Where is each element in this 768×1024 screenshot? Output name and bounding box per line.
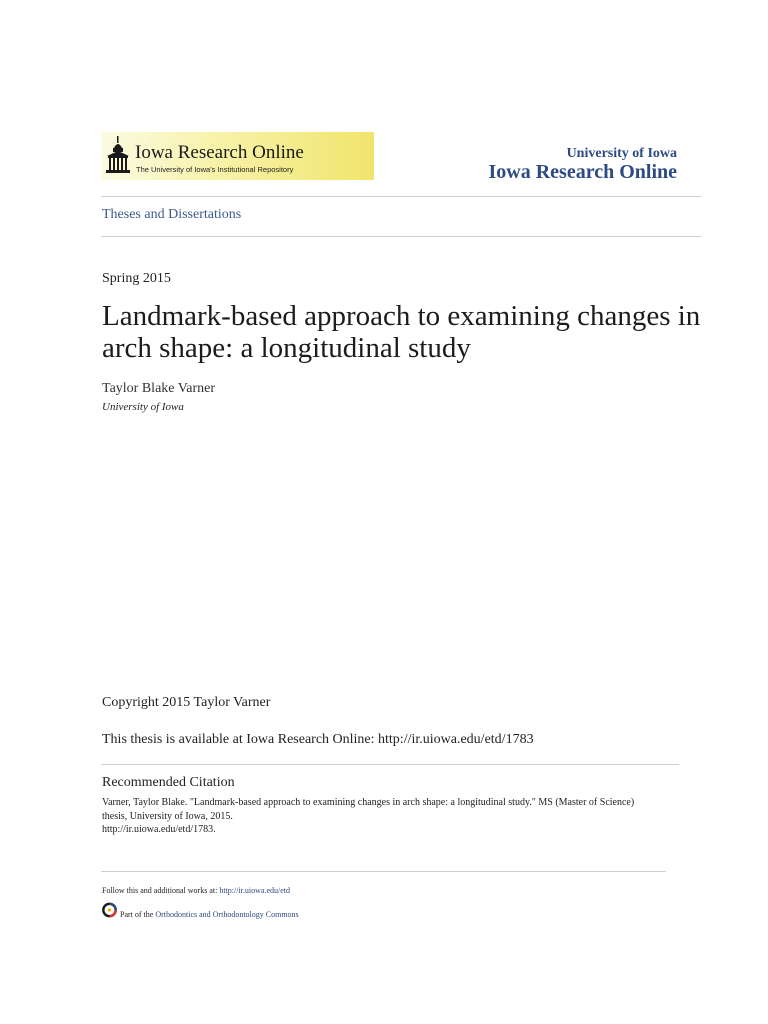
citation-line: http://ir.uiowa.edu/etd/1783. xyxy=(102,824,216,835)
citation-text xyxy=(102,796,672,837)
logo-title: Iowa Research Online xyxy=(135,142,304,163)
publication-date: Spring 2015 xyxy=(102,271,171,286)
part-of-text: Part of the xyxy=(120,910,156,919)
follow-text: Follow this and additional works at: xyxy=(102,886,220,895)
author-affiliation: University of Iowa xyxy=(102,401,184,413)
availability-statement: This thesis is available at Iowa Research Online: http://ir.uiowa.edu/etd/1783 xyxy=(102,732,534,747)
citation-line: thesis, University of Iowa, 2015. xyxy=(102,810,233,822)
header-divider xyxy=(101,196,701,197)
document-title: Landmark-based approach to examining changes in arch shape: a longitudinal study xyxy=(102,300,701,364)
network-commons-icon xyxy=(101,901,118,918)
copyright-notice: Copyright 2015 Taylor Varner xyxy=(102,695,271,710)
author-name: Taylor Blake Varner xyxy=(102,381,216,396)
iowa-research-online-logo[interactable] xyxy=(101,132,374,180)
follow-link[interactable]: http://ir.uiowa.edu/etd xyxy=(219,886,290,895)
citation-divider xyxy=(101,764,679,765)
footer-divider xyxy=(101,871,666,872)
repository-link[interactable]: Iowa Research Online xyxy=(488,161,677,183)
follow-line xyxy=(102,886,290,895)
series-link[interactable]: Theses and Dissertations xyxy=(102,207,242,222)
institution-link[interactable]: University of Iowa xyxy=(566,146,677,161)
citation-line: Varner, Taylor Blake. "Landmark-based approach to examining changes in arch shape: a longitudinal study." MS (Master of Science) xyxy=(102,797,635,808)
part-of-line xyxy=(120,910,299,919)
series-divider xyxy=(101,236,701,237)
logo-subtitle: The University of Iowa's Institutional Repository xyxy=(136,165,294,174)
recommended-citation-heading: Recommended Citation xyxy=(102,775,235,790)
commons-link[interactable]: Orthodontics and Orthodontology Commons xyxy=(155,910,299,919)
old-capitol-building-icon xyxy=(104,136,132,176)
